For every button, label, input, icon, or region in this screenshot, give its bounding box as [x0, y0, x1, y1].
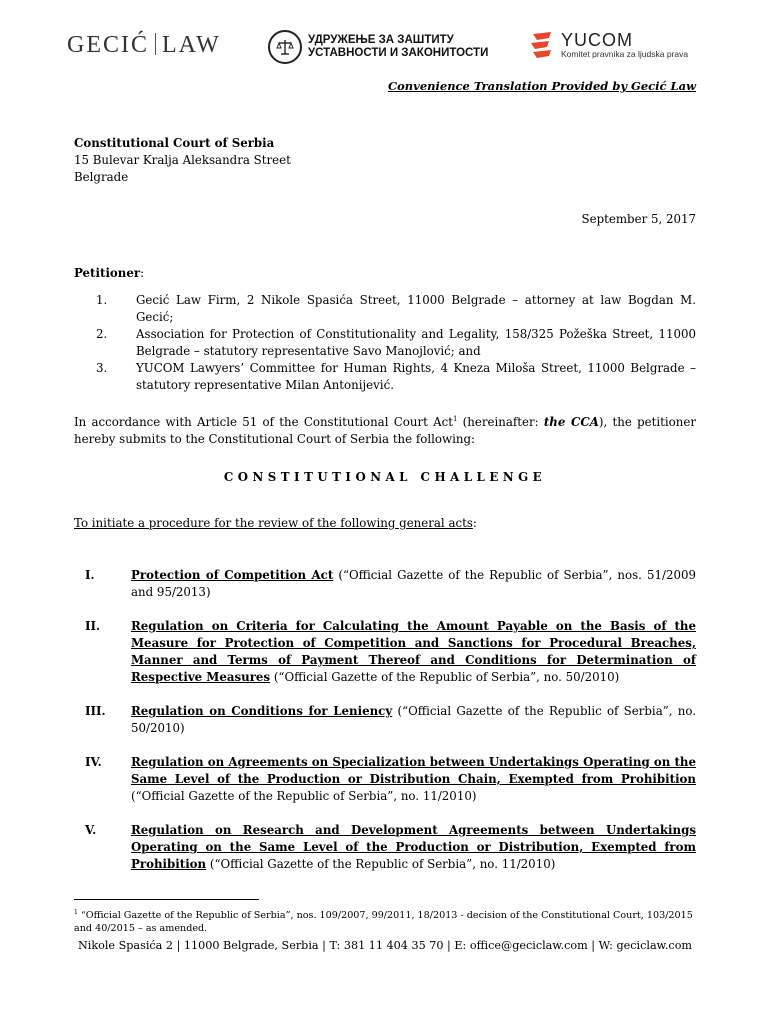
addressee-street: 15 Bulevar Kralja Aleksandra Street: [74, 153, 291, 167]
petitioner-number: 3.: [96, 361, 108, 375]
gecic-logo-right: LAW: [162, 32, 221, 58]
act-number: I.: [85, 568, 95, 582]
act-title: Regulation on Criteria for Calculating the Amount Payable on the Basis of the Measure for Protection of Competition and Sanctions for Procedural Breaches, Manner and Terms of Payment Thereof and Conditions for Determination of Respective Measures: [131, 619, 696, 684]
petitioner-text: YUCOM Lawyers’ Committee for Human Rights, 4 Kneza Miloša Street, 11000 Belgrade – statutory representative Milan Antonijević.: [136, 361, 696, 392]
petitioner-number: 1.: [96, 293, 108, 307]
act-number: IV.: [85, 755, 102, 769]
acts-list: [74, 567, 696, 890]
challenge-title: CONSTITUTIONAL CHALLENGE: [223, 470, 547, 484]
petitioner-list: [74, 292, 696, 394]
petitioner-number: 2.: [96, 327, 108, 341]
act-reference: (“Official Gazette of the Republic of Serbia”, no. 50/2010): [270, 670, 620, 684]
gecic-logo-left: GECIĆ: [67, 32, 149, 58]
act-item: [74, 822, 696, 873]
logo-divider: [155, 33, 156, 55]
act-title: Regulation on Agreements on Specialization between Undertakings Operating on the Same Level of the Production or Distribution Chain, Exempted from Prohibition: [131, 755, 696, 786]
association-logo: [268, 30, 488, 64]
act-number: III.: [85, 704, 106, 718]
addressee-name: Constitutional Court of Serbia: [74, 136, 275, 150]
intro-before: In accordance with Article 51 of the Constitutional Court Act: [74, 414, 453, 429]
footnote: [74, 906, 696, 935]
act-reference: (“Official Gazette of the Republic of Serbia”, no. 11/2010): [206, 857, 556, 871]
translation-note: Convenience Translation Provided by Gecić Law: [387, 79, 696, 93]
association-name-line1: УДРУЖЕЊЕ ЗА ЗАШТИТУ: [308, 34, 454, 46]
act-reference: (“Official Gazette of the Republic of Serbia”, nos. 51/2009 and 95/2013): [131, 568, 696, 599]
petitioner-item: [74, 360, 696, 394]
addressee-block: [74, 135, 291, 186]
yucom-mark-icon: [529, 30, 555, 60]
intro-after: ), the petitioner hereby submits to the Constitutional Court of Serbia the following:: [74, 414, 696, 446]
intro-abbr: the CCA: [543, 414, 599, 429]
act-title: Protection of Competition Act: [131, 568, 334, 582]
petitioner-label: Petitioner: [74, 266, 141, 280]
yucom-subtitle: Komitet pravnika za ljudska prava: [561, 49, 689, 59]
association-name-line2: УСТАВНОСТИ И ЗАКОНИТОСТИ: [308, 47, 489, 59]
act-reference: (“Official Gazette of the Republic of Serbia”, no. 11/2010): [131, 789, 477, 803]
footnote-divider: [74, 899, 259, 900]
footnote-ref[interactable]: 1: [452, 415, 458, 423]
act-reference: (“Official Gazette of the Republic of Serbia”, no. 50/2010): [131, 704, 696, 735]
petitioner-text: Gecić Law Firm, 2 Nikole Spasića Street, 11000 Belgrade – attorney at law Bogdan M. Gecić;: [136, 293, 696, 324]
addressee-city: Belgrade: [74, 170, 129, 184]
footnote-text: “Official Gazette of the Republic of Serbia”, nos. 109/2007, 99/2011, 18/2013 - decision of the Constitutional Court, 103/2015 and 40/2015 – as amended.: [74, 910, 693, 935]
petitioner-item: [74, 326, 696, 360]
initiate-text: To initiate a procedure for the review of the following general acts: [74, 516, 473, 530]
petitioner-heading: Petitioner:: [74, 266, 145, 280]
act-item: [74, 754, 696, 805]
gecic-law-logo: [67, 32, 221, 59]
letter-date: September 5, 2017: [581, 212, 696, 226]
act-number: II.: [85, 619, 101, 633]
footnote-mark: 1: [74, 909, 78, 916]
act-item: [74, 618, 696, 686]
page-footer: Nikole Spasića 2 | 11000 Belgrade, Serbia | T: 381 11 404 35 70 | E: office@geciclaw.com | W: geciclaw.com: [77, 939, 693, 952]
intro-mid: (hereinafter:: [457, 414, 544, 429]
act-title: Regulation on Research and Development Agreements between Undertakings Operating on the Same Level of the Production or Distribution, Exempted from Prohibition: [131, 823, 696, 871]
intro-paragraph: [74, 411, 696, 448]
petitioner-item: [74, 292, 696, 326]
yucom-name: YUCOM: [561, 30, 633, 50]
act-item: [74, 703, 696, 737]
act-number: V.: [85, 823, 97, 837]
petitioner-text: Association for Protection of Constitutionality and Legality, 158/325 Požeška Street, 11000 Belgrade – statutory representative Savo Manojlović; and: [136, 327, 696, 358]
act-item: [74, 567, 696, 601]
initiate-line: To initiate a procedure for the review of the following general acts:: [74, 516, 477, 530]
act-title: Regulation on Conditions for Leniency: [131, 704, 393, 718]
scales-seal-icon: [268, 30, 302, 64]
yucom-logo: [529, 30, 688, 60]
